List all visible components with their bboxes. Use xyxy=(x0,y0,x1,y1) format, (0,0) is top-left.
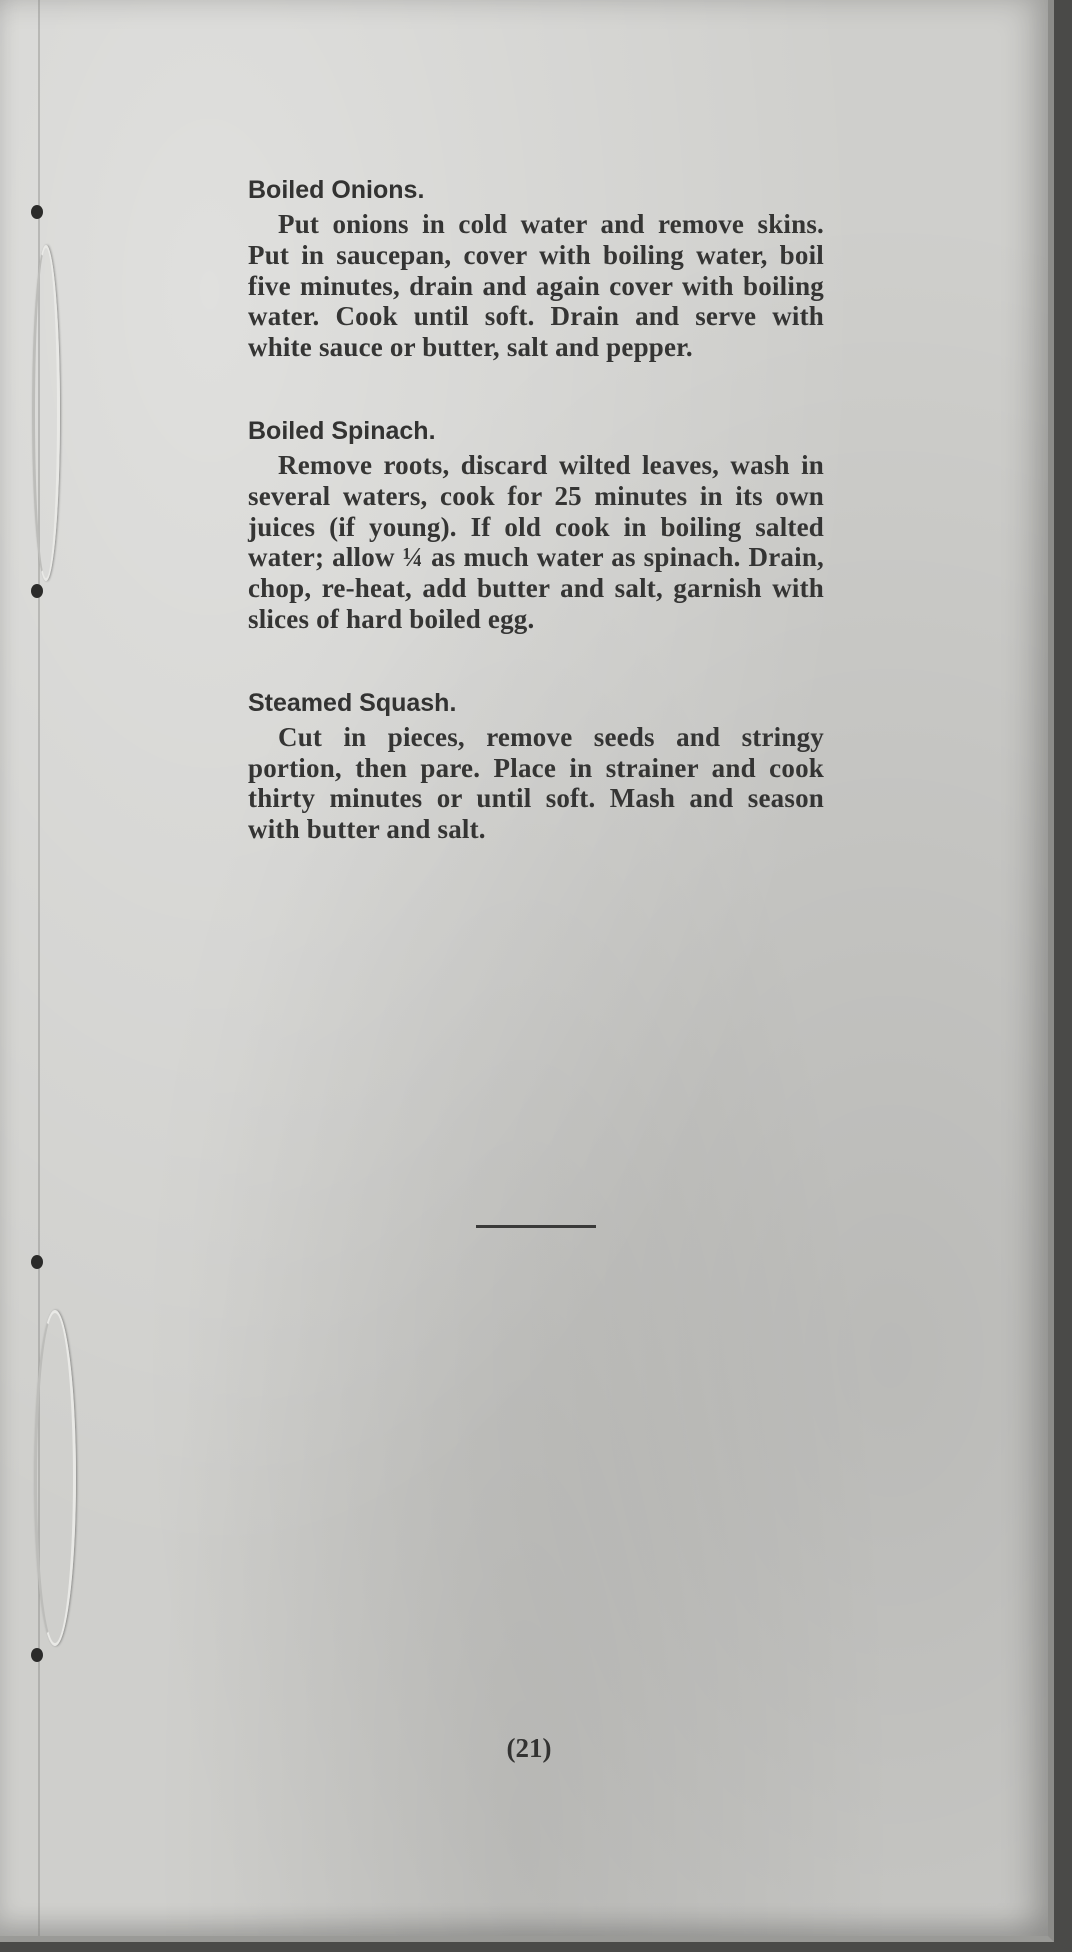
recipe-instructions: Remove roots, discard wilted leaves, wash in several waters, cook for 25 minutes in its own juices (if young). If old cook in boiling salted water; allow ¼ as much water as spinach. Drain, chop, re-heat, add butter and salt, garnish with slices of hard boiled egg. xyxy=(248,449,824,634)
stitch-hole-top-lower xyxy=(31,1255,43,1269)
stitch-hole-top-upper xyxy=(31,205,43,219)
recipe-boiled-onions xyxy=(248,175,824,363)
page-number: (21) xyxy=(506,1733,552,1763)
recipe-title: Boiled Onions. xyxy=(248,176,425,204)
recipe-instructions: Put onions in cold water and remove skins. Put in saucepan, cover with boiling water, boil five minutes, drain and again cover with boiling water. Cook until soft. Drain and serve with white sauce or butter, salt and pepper. xyxy=(248,209,824,363)
recipe-title: Boiled Spinach. xyxy=(248,416,436,445)
recipe-instructions: Cut in pieces, remove seeds and stringy portion, then pare. Place in strainer and cook thirty minutes or until soft. Mash and season with butter and salt. xyxy=(248,721,824,845)
stitch-hole-bottom-lower xyxy=(31,1648,43,1662)
recipe-title: Steamed Squash. xyxy=(248,688,457,717)
recipe-boiled-spinach xyxy=(248,416,824,635)
stitch-hole-bottom-upper xyxy=(31,584,43,598)
section-divider xyxy=(476,1225,596,1228)
recipe-steamed-squash xyxy=(248,688,824,845)
binding-thread-upper xyxy=(32,245,60,581)
binding-thread-lower xyxy=(34,1310,76,1646)
recipe-content xyxy=(248,175,824,898)
